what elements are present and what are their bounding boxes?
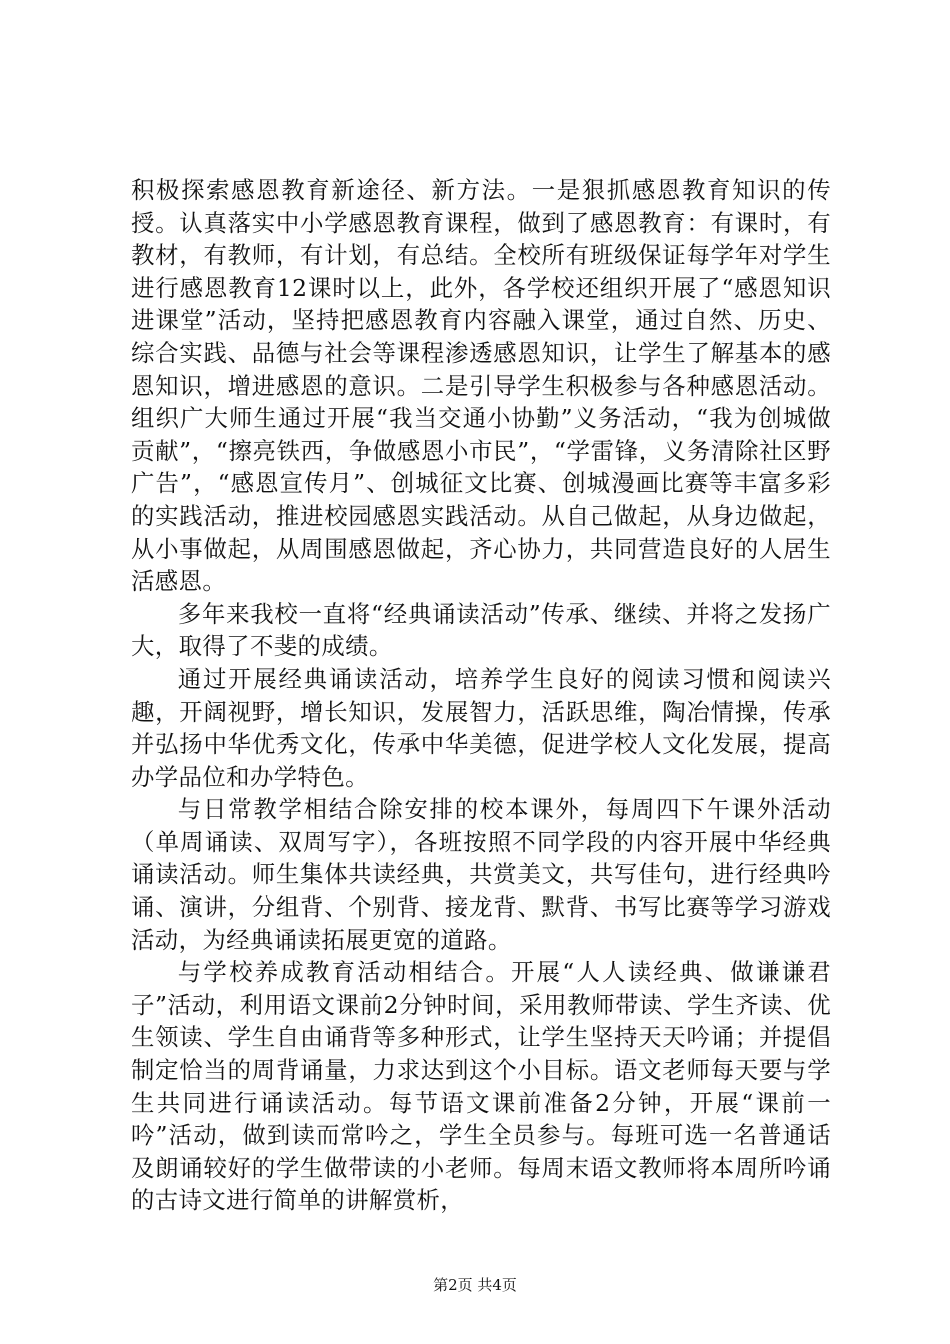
page-number-footer: 第2页 共4页 [433,1276,517,1294]
paragraph-2: 多年来我校一直将“经典诵读活动”传承、继续、并将之发扬广大，取得了不斐的成绩。 [131,599,831,661]
paragraph-1: 积极探索感恩教育新途径、新方法。一是狠抓感恩教育知识的传授。认真落实中小学感恩教育课程，做到了感恩教育：有课时，有教材，有教师，有计划，有总结。全校所有班级保证每学年对学生进行感恩教育12课时以上，此外，各学校还组织开展了“感恩知识进课堂”活动，坚持把感恩教育内容融入课堂，通过自然、历史、综合实践、品德与社会等课程渗透感恩知识，让学生了解基本的感恩知识，增进感恩的意识。二是引导学生积极参与各种感恩活动。组织广大师生通过开展“我当交通小协勤”义务活动，“我为创城做贡献”，“擦亮铁西，争做感恩小市民”，“学雷锋，义务清除社区野广告”，“感恩宣传月”、创城征文比赛、创城漫画比赛等丰富多彩的实践活动，推进校园感恩实践活动。从自己做起，从身边做起，从小事做起，从周围感恩做起，齐心协力，共同营造良好的人居生活感恩。 [131,176,831,596]
paragraph-4: 与日常教学相结合除安排的校本课外，每周四下午课外活动（单周诵读、双周写字），各班按照不同学段的内容开展中华经典诵读活动。师生集体共读经典，共赏美文，共写佳句，进行经典吟诵、演讲，分组背、个别背、接龙背、默背、书写比赛等学习游戏活动，为经典诵读拓展更宽的道路。 [131,795,831,954]
paragraph-3: 通过开展经典诵读活动，培养学生良好的阅读习惯和阅读兴趣，开阔视野，增长知识，发展智力，活跃思维，陶冶情操，传承并弘扬中华优秀文化，传承中华美德，促进学校人文化发展，提高办学品位和办学特色。 [131,664,831,791]
paragraph-5: 与学校养成教育活动相结合。开展“人人读经典、做谦谦君子”活动，利用语文课前2分钟时间，采用教师带读、学生齐读、优生领读、学生自由诵背等多种形式，让学生坚持天天吟诵；并提倡制定恰当的周背诵量，力求达到这个小目标。语文老师每天要与学生共同进行诵读活动。每节语文课前准备2分钟，开展“课前一吟”活动，做到读而常吟之，学生全员参与。每班可选一名普通话及朗诵较好的学生做带读的小老师。每周末语文教师将本周所吟诵的古诗文进行简单的讲解赏析， [131,958,831,1215]
document-body [131,174,831,1217]
